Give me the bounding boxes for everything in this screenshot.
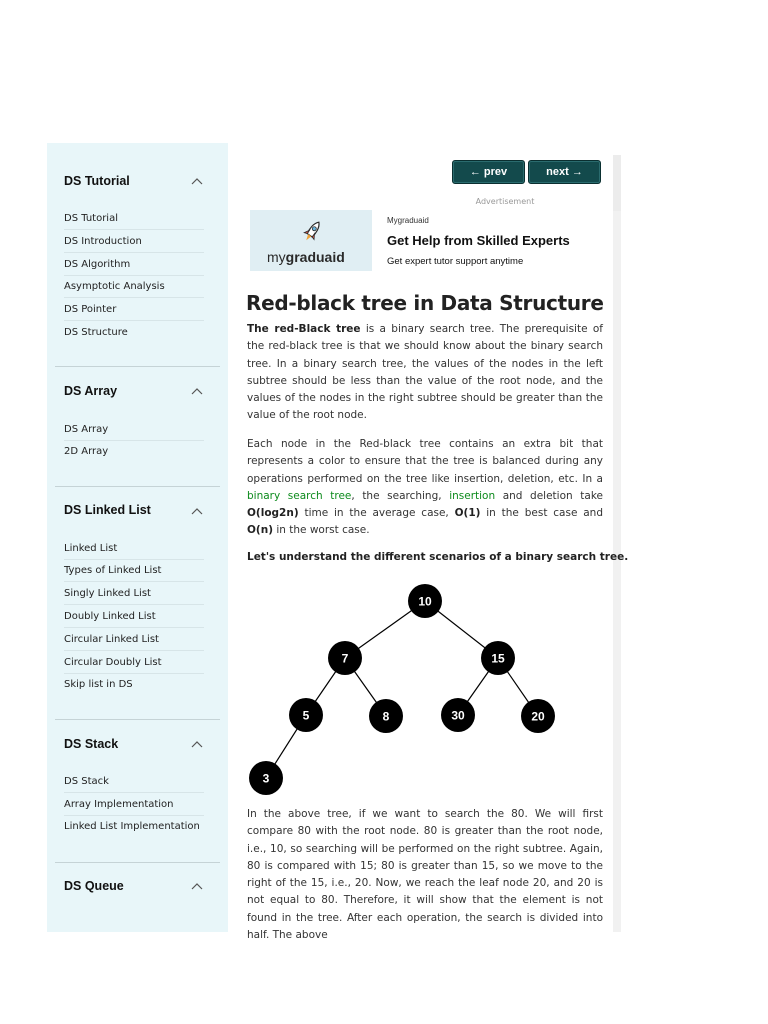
sidebar-item-ds-structure[interactable]: DS Structure <box>64 327 128 338</box>
section-divider <box>55 862 220 863</box>
link-binary-search-tree[interactable]: binary search tree <box>247 489 352 502</box>
ad-subline: Get expert tutor support anytime <box>387 256 524 267</box>
link-insertion[interactable]: insertion <box>449 489 496 502</box>
tree-node-8 <box>369 699 403 733</box>
sidebar <box>47 143 228 932</box>
tree-node-7 <box>328 641 362 675</box>
paragraph-color-bit: Each node in the Red-black tree contains an extra bit that represents a color to ensure that the tree is balanced during any operations performed on the tree like insertion, deletion, etc. In a binary search tree, the searching, insertion and deletion take O(log2n) time in the average case, O(1) in the best case and O(n) in the worst case. <box>247 438 603 537</box>
section-divider <box>55 486 220 487</box>
tree-node-15 <box>481 641 515 675</box>
sidebar-item-circular-doubly-list[interactable]: Circular Doubly List <box>64 652 204 674</box>
chevron-up-icon[interactable] <box>191 882 203 890</box>
section-divider <box>55 366 220 367</box>
section-title-ds-tutorial[interactable]: DS Tutorial <box>64 174 130 188</box>
sidebar-item-ds-pointer[interactable]: DS Pointer <box>64 299 204 321</box>
sidebar-item-skip-list[interactable]: Skip list in DS <box>64 679 133 690</box>
next-button[interactable]: next → <box>528 160 601 184</box>
binary-search-tree-diagram <box>240 578 570 800</box>
bold-term: The red-Black tree <box>247 323 361 335</box>
ad-brand-wordmark: mygraduaid <box>267 249 345 265</box>
svg-text:5: 5 <box>302 708 310 723</box>
prev-button[interactable]: ← prev <box>452 160 525 184</box>
section-title-ds-linked-list[interactable]: DS Linked List <box>64 503 151 517</box>
sidebar-item-doubly-linked-list[interactable]: Doubly Linked List <box>64 606 204 628</box>
paragraph-search-example: In the above tree, if we want to search the 80. We will first compare 80 with the root node. 80 is greater than the root node, i.e., 10, so searching will be performed on the right subtree. Again, 80 is compared with 15; 80 is greater than 15, so we move to the right of the 15, i.e., 20. Now, we reach the leaf node 20, and 20 is not equal to 80. Therefore, it will show that the element is not found in the tree. After each operation, the search is divided into half. The above <box>247 808 603 942</box>
page-title: Red-black tree in Data Structure <box>246 291 604 315</box>
sidebar-item-linked-list[interactable]: Linked List <box>64 538 204 560</box>
section-title-ds-stack[interactable]: DS Stack <box>64 737 119 751</box>
tree-node-3 <box>249 761 283 795</box>
sidebar-item-ds-algorithm[interactable]: DS Algorithm <box>64 254 204 276</box>
sidebar-item-2d-array[interactable]: 2D Array <box>64 446 109 457</box>
sidebar-item-array-implementation[interactable]: Array Implementation <box>64 794 204 816</box>
paragraph-intro: The red-Black tree is a binary search tree. The prerequisite of the red-black tree is that we should know about the binary search tree. In a binary search tree, the values of the nodes in the left subtree should be less than the value of the root node, and the values of the nodes in the right subtree should be greater than the value of the root node. <box>247 323 603 422</box>
chevron-up-icon[interactable] <box>191 177 203 185</box>
section-divider <box>55 719 220 720</box>
sidebar-item-types-of-linked-list[interactable]: Types of Linked List <box>64 560 204 582</box>
svg-text:10: 10 <box>418 594 432 609</box>
tree-node-30 <box>441 698 475 732</box>
section-title-ds-array[interactable]: DS Array <box>64 384 118 398</box>
ad-advertiser: Mygraduaid <box>387 216 429 225</box>
svg-text:20: 20 <box>531 709 545 724</box>
svg-text:30: 30 <box>451 708 465 723</box>
ad-logo[interactable] <box>250 210 372 271</box>
chevron-up-icon[interactable] <box>191 507 203 515</box>
tree-node-20 <box>521 699 555 733</box>
tree-edges <box>266 601 538 778</box>
section-lead: Let's understand the different scenarios of a binary search tree. <box>247 551 629 563</box>
ad-headline[interactable]: Get Help from Skilled Experts <box>387 233 570 248</box>
chevron-up-icon[interactable] <box>191 740 203 748</box>
sidebar-item-ds-array[interactable]: DS Array <box>64 419 204 441</box>
svg-text:7: 7 <box>341 651 349 666</box>
sidebar-item-singly-linked-list[interactable]: Singly Linked List <box>64 583 204 605</box>
sidebar-item-circular-linked-list[interactable]: Circular Linked List <box>64 629 204 651</box>
chevron-up-icon[interactable] <box>191 387 203 395</box>
sidebar-item-ds-stack[interactable]: DS Stack <box>64 771 204 793</box>
sidebar-item-asymptotic-analysis[interactable]: Asymptotic Analysis <box>64 276 204 298</box>
sidebar-item-ds-tutorial[interactable]: DS Tutorial <box>64 208 204 230</box>
sidebar-item-linked-list-implementation[interactable]: Linked List Implementation <box>64 821 200 832</box>
sidebar-item-ds-introduction[interactable]: DS Introduction <box>64 231 204 253</box>
rocket-icon <box>301 219 323 245</box>
advertisement-label: Advertisement <box>475 197 535 206</box>
svg-text:8: 8 <box>382 709 390 724</box>
tree-node-10 <box>408 584 442 618</box>
section-title-ds-queue[interactable]: DS Queue <box>64 879 124 893</box>
tree-node-5 <box>289 698 323 732</box>
ad-banner[interactable] <box>250 210 612 271</box>
svg-text:15: 15 <box>491 651 505 666</box>
scroll-track <box>613 155 621 932</box>
svg-text:3: 3 <box>262 771 270 786</box>
scroll-track-top <box>613 155 621 211</box>
